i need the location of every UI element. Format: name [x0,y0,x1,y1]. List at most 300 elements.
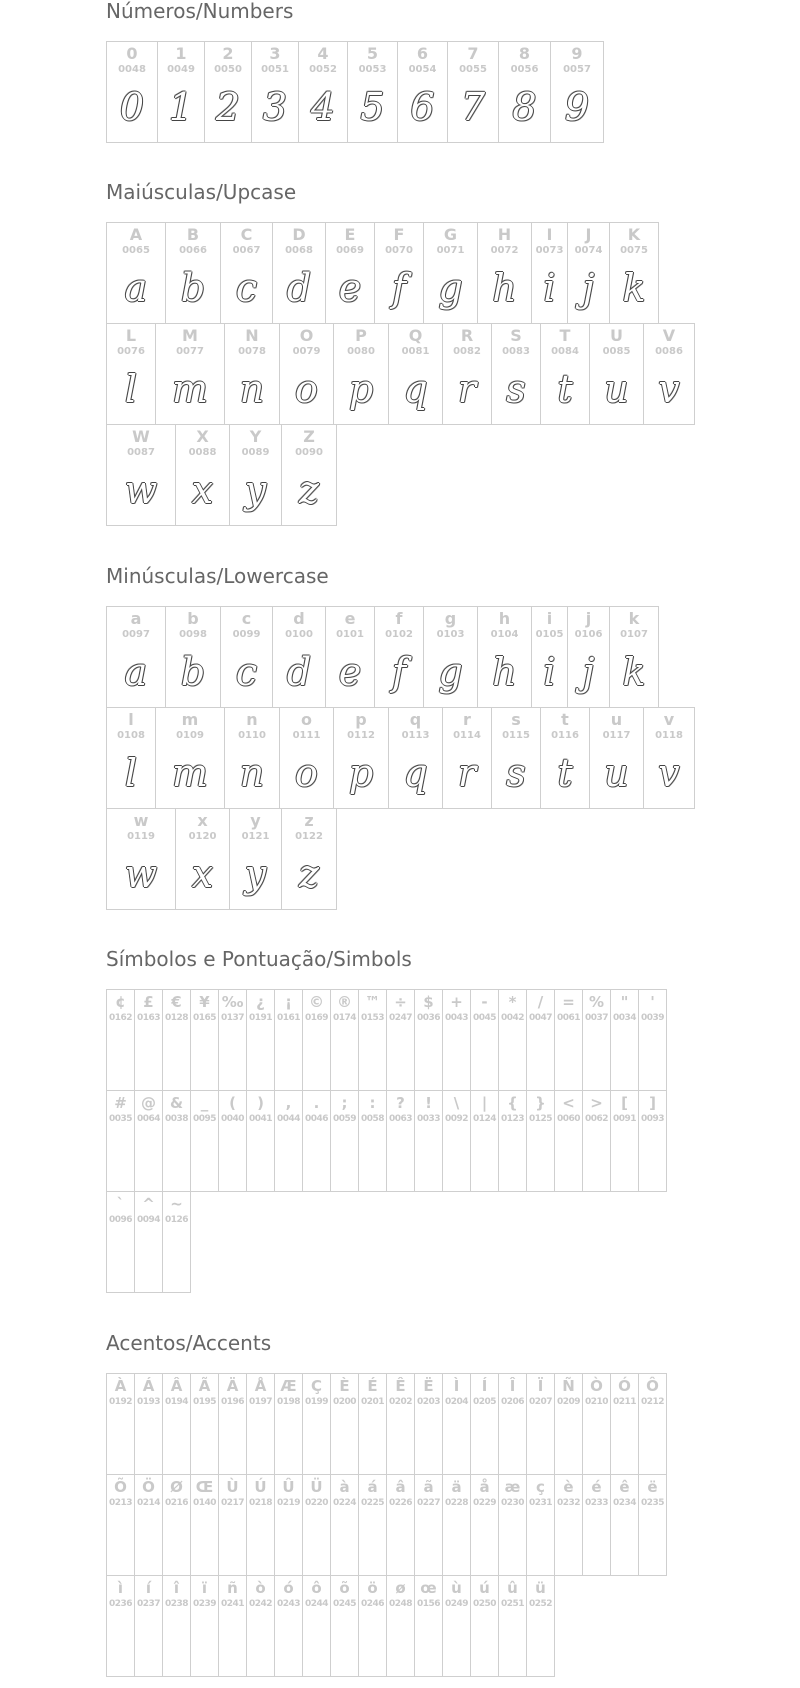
glyph-character-label: Â [170,1377,183,1395]
glyph-code-label: 0042 [500,1013,525,1023]
glyph-cell [134,1191,163,1293]
glyph-sample: b [180,266,206,310]
glyph-character-label: ¥ [199,993,210,1011]
glyph-code-label: 0237 [136,1599,161,1609]
glyph-code-label: 0089 [241,447,270,458]
glyph-sample: q [403,367,428,411]
glyph-sample: h [492,266,517,310]
glyph-cell [582,1090,611,1192]
glyph-character-label: 2 [222,44,234,63]
glyph-code-label: 0059 [332,1114,357,1124]
glyph-character-label: Ì [453,1377,460,1395]
glyph-character-label: B [186,225,200,244]
glyph-code-label: 0111 [292,730,321,741]
glyph-character-label: 9 [571,44,583,63]
glyph-character-label: 4 [317,44,329,63]
glyph-character-label: k [628,609,640,628]
glyph-code-label: 0235 [640,1498,665,1508]
glyph-character-label: Z [303,427,315,446]
glyph-code-label: 0212 [640,1397,665,1407]
glyph-character-label: m [181,710,199,729]
glyph-cell [106,1474,135,1576]
glyph-code-label: 0036 [416,1013,441,1023]
glyph-code-label: 0140 [192,1498,217,1508]
glyph-character-label: T [559,326,571,345]
glyph-code-label: 0082 [453,346,481,357]
glyph-character-label: œ [420,1579,437,1597]
glyph-cell [477,222,532,324]
glyph-character-label: 0 [126,44,138,63]
glyph-cell [162,1474,191,1576]
glyph-cell [423,606,478,708]
glyph-grid [106,1373,666,1676]
glyph-code-label: 0118 [655,730,683,741]
glyph-cell [498,1474,527,1576]
glyph-code-label: 0246 [360,1599,385,1609]
glyph-cell [526,1474,555,1576]
glyph-character-label: û [507,1579,518,1597]
glyph-code-label: 0055 [459,64,487,75]
glyph-cell [106,1373,135,1475]
glyph-code-label: 0086 [655,346,683,357]
glyph-cell [638,1373,667,1475]
glyph-code-label: 0051 [261,64,289,75]
glyph-cell [423,222,478,324]
glyph-code-label: 0137 [220,1013,245,1023]
glyph-cell [204,41,252,143]
glyph-character-label: * [508,993,517,1011]
glyph-character-label: â [395,1478,406,1496]
glyph-code-label: 0119 [127,831,155,842]
glyph-cell [589,707,644,809]
glyph-code-label: 0122 [295,831,323,842]
glyph-row [106,1575,666,1676]
glyph-character-label: g [444,609,457,628]
glyph-character-label: p [355,710,367,729]
glyph-cell [325,606,375,708]
glyph-cell [165,606,221,708]
glyph-character-label: ! [425,1094,432,1112]
glyph-code-label: 0169 [304,1013,329,1023]
glyph-code-label: 0053 [358,64,387,75]
glyph-code-label: 0047 [528,1013,553,1023]
glyph-sample: g [438,266,463,310]
glyph-code-label: 0045 [472,1013,497,1023]
glyph-character-label: = [562,993,575,1011]
glyph-code-label: 0126 [164,1215,189,1225]
glyph-cell [567,222,610,324]
glyph-character-label: x [197,811,208,830]
glyph-character-label: _ [200,1094,209,1112]
glyph-code-label: 0062 [584,1114,609,1124]
glyph-code-label: 0093 [640,1114,665,1124]
glyph-cell [157,41,205,143]
glyph-character-label: Ú [254,1478,267,1496]
glyph-cell [347,41,398,143]
glyph-character-label: + [450,993,463,1011]
glyph-sample: l [124,751,138,795]
glyph-sample: 5 [360,85,385,129]
glyph-cell [302,1373,331,1475]
glyph-code-label: 0203 [416,1397,441,1407]
glyph-character-label: Ç [310,1377,322,1395]
glyph-code-label: 0153 [360,1013,385,1023]
glyph-character-label: € [171,993,182,1011]
glyph-cell [281,808,337,910]
glyph-character-label: X [196,427,209,446]
glyph-sample: w [124,468,158,512]
section-title-numbers: Números/Numbers [106,0,294,23]
glyph-cell [106,808,176,910]
glyph-cell [442,1090,471,1192]
glyph-character-label: a [130,609,142,628]
glyph-row [106,424,694,525]
glyph-code-label: 0123 [500,1114,525,1124]
glyph-character-label: ` [116,1195,125,1213]
glyph-cell [190,989,219,1091]
glyph-sample: l [124,367,138,411]
glyph-character-label: Ö [142,1478,155,1496]
glyph-sample: n [239,367,265,411]
glyph-character-label: % [588,993,605,1011]
glyph-code-label: 0207 [528,1397,553,1407]
glyph-character-label: D [292,225,306,244]
glyph-cell [106,424,176,526]
glyph-character-label: Ø [170,1478,183,1496]
glyph-sample: z [298,468,320,512]
glyph-character-label: | [481,1094,488,1112]
glyph-code-label: 0104 [490,629,519,640]
glyph-character-label: Ê [395,1377,406,1395]
glyph-code-label: 0228 [444,1498,469,1508]
glyph-cell [498,41,551,143]
section-numbers [106,0,603,142]
glyph-code-label: 0211 [612,1397,637,1407]
glyph-character-label: : [369,1094,376,1112]
glyph-cell [302,1090,331,1192]
section-title-upcase: Maiúsculas/Upcase [106,180,297,204]
glyph-cell [531,222,568,324]
glyph-cell [414,989,443,1091]
glyph-character-label: & [169,1094,184,1112]
glyph-character-label: ÷ [394,993,407,1011]
glyph-cell [414,1373,443,1475]
glyph-code-label: 0204 [444,1397,469,1407]
glyph-cell [246,989,275,1091]
glyph-cell [281,424,337,526]
glyph-code-label: 0110 [238,730,266,741]
glyph-cell [643,323,695,425]
glyph-character-label: U [610,326,623,345]
glyph-code-label: 0035 [108,1114,133,1124]
glyph-code-label: 0224 [332,1498,357,1508]
glyph-code-label: 0216 [164,1498,189,1508]
glyph-code-label: 0075 [620,245,648,256]
glyph-sample: c [235,266,258,310]
glyph-cell [218,1575,247,1677]
glyph-character-label: ñ [227,1579,238,1597]
glyph-cell [470,1090,499,1192]
glyph-code-label: 0214 [136,1498,161,1508]
glyph-code-label: 0084 [551,346,579,357]
glyph-code-label: 0061 [556,1013,581,1023]
glyph-sample: 8 [512,85,537,129]
glyph-cell [358,1474,387,1576]
glyph-cell [162,1373,191,1475]
glyph-character-label: 1 [175,44,187,63]
glyph-code-label: 0251 [500,1599,525,1609]
glyph-cell [498,1090,527,1192]
glyph-cell [220,222,273,324]
glyph-code-label: 0056 [510,64,539,75]
glyph-sample: a [124,650,148,694]
glyph-character-label: ù [451,1579,462,1597]
glyph-code-label: 0114 [453,730,481,741]
glyph-cell [274,1373,303,1475]
glyph-cell [106,989,135,1091]
glyph-character-label: é [591,1478,602,1496]
glyph-code-label: 0209 [556,1397,581,1407]
glyph-code-label: 0065 [122,245,150,256]
glyph-character-label: v [663,710,675,729]
glyph-sample: 6 [410,85,435,129]
glyph-code-label: 0220 [304,1498,329,1508]
glyph-sample: j [582,650,595,694]
glyph-character-label: Å [254,1377,267,1395]
glyph-character-label: @ [141,1094,156,1112]
glyph-cell [246,1090,275,1192]
glyph-cell [274,1090,303,1192]
glyph-character-label: # [114,1094,127,1112]
glyph-character-label: \ [453,1094,460,1112]
glyph-character-label: j [585,609,592,628]
glyph-character-label: b [187,609,199,628]
glyph-cell [414,1575,443,1677]
glyph-character-label: q [409,710,422,729]
glyph-sample: v [658,751,680,795]
glyph-character-label: Ï [537,1377,544,1395]
glyph-code-label: 0115 [502,730,530,741]
glyph-code-label: 0060 [556,1114,581,1124]
glyph-code-label: 0244 [304,1599,329,1609]
glyph-code-label: 0248 [388,1599,413,1609]
glyph-code-label: 0102 [385,629,413,640]
glyph-code-label: 0039 [640,1013,665,1023]
glyph-code-label: 0116 [551,730,579,741]
glyph-code-label: 0103 [436,629,465,640]
glyph-cell [229,424,282,526]
glyph-code-label: 0078 [238,346,266,357]
glyph-character-label: Y [249,427,262,446]
glyph-character-label: ) [257,1094,264,1112]
glyph-code-label: 0040 [220,1114,245,1124]
glyph-character-label: í [145,1579,152,1597]
glyph-character-label: l [128,710,134,729]
glyph-cell [358,1575,387,1677]
glyph-cell [386,1474,415,1576]
glyph-cell [442,989,471,1091]
glyph-code-label: 0037 [584,1013,609,1023]
glyph-code-label: 0071 [436,245,465,256]
glyph-code-label: 0090 [295,447,323,458]
glyph-grid [106,606,694,909]
glyph-code-label: 0217 [220,1498,245,1508]
glyph-code-label: 0099 [232,629,261,640]
glyph-code-label: 0200 [332,1397,357,1407]
glyph-sample: o [295,751,318,795]
section-title-accents: Acentos/Accents [106,1331,272,1355]
glyph-character-label: Î [509,1377,516,1395]
glyph-code-label: 0161 [276,1013,301,1023]
glyph-row [106,323,694,424]
glyph-row [106,1474,666,1575]
glyph-character-label: { [507,1094,518,1112]
glyph-code-label: 0128 [164,1013,189,1023]
glyph-cell [554,1373,583,1475]
glyph-character-label: ® [337,993,352,1011]
glyph-cell [526,1373,555,1475]
glyph-grid [106,989,666,1292]
glyph-code-label: 0247 [388,1013,413,1023]
glyph-row [106,808,694,909]
glyph-code-label: 0057 [563,64,591,75]
glyph-code-label: 0052 [309,64,337,75]
glyph-character-label: £ [143,993,154,1011]
glyph-code-label: 0044 [276,1114,301,1124]
glyph-code-label: 0242 [248,1599,273,1609]
glyph-code-label: 0091 [612,1114,637,1124]
glyph-character-label: æ [504,1478,521,1496]
glyph-character-label: Ë [423,1377,434,1395]
glyph-character-label: ê [619,1478,630,1496]
glyph-character-label: L [125,326,137,345]
glyph-code-label: 0068 [285,245,313,256]
glyph-cell [582,989,611,1091]
glyph-cell [610,989,639,1091]
glyph-sample: x [191,468,214,512]
glyph-cell [386,1373,415,1475]
glyph-cell [638,1474,667,1576]
glyph-code-label: 0125 [528,1114,553,1124]
glyph-code-label: 0101 [336,629,364,640]
glyph-character-label: Ä [226,1377,239,1395]
glyph-character-label: ú [479,1579,490,1597]
glyph-code-label: 0098 [179,629,207,640]
glyph-character-label: P [355,326,367,345]
glyph-character-label: À [114,1377,127,1395]
glyph-character-label: ¢ [115,993,126,1011]
glyph-sample: 0 [119,85,145,129]
glyph-cell [272,222,326,324]
glyph-cell [220,606,273,708]
glyph-sample: 1 [168,85,194,129]
glyph-character-label: h [498,609,511,628]
glyph-cell [279,323,334,425]
glyph-code-label: 0079 [292,346,321,357]
glyph-sample: z [298,852,320,896]
glyph-sample: 7 [460,85,486,129]
glyph-sample: b [180,650,206,694]
glyph-cell [414,1090,443,1192]
glyph-character-label: ™ [365,993,380,1011]
glyph-sample: 3 [262,85,288,129]
glyph-cell [610,1373,639,1475]
glyph-cell [162,1090,191,1192]
glyph-cell [302,1474,331,1576]
glyph-cell [470,1373,499,1475]
glyph-code-label: 0097 [122,629,150,640]
glyph-row [106,41,603,142]
glyph-cell [165,222,221,324]
section-symbols [106,948,666,1292]
glyph-cell [498,989,527,1091]
glyph-cell [274,1474,303,1576]
glyph-cell [609,606,659,708]
glyph-character-label: " [620,993,629,1011]
glyph-code-label: 0239 [192,1599,217,1609]
glyph-sample: f [391,650,407,694]
glyph-cell [526,1575,555,1677]
glyph-cell [526,989,555,1091]
glyph-character-label: 6 [416,44,429,63]
glyph-code-label: 0233 [584,1498,609,1508]
glyph-cell [447,41,499,143]
glyph-sample: o [295,367,318,411]
glyph-character-label: 5 [366,44,379,63]
glyph-character-label: ] [649,1094,656,1112]
section-lowercase [106,565,694,909]
glyph-sample: h [492,650,517,694]
glyph-character-label: ' [650,993,655,1011]
glyph-character-label: z [304,811,314,830]
glyph-character-label: Ó [618,1377,631,1395]
glyph-cell [330,1575,359,1677]
glyph-code-label: 0210 [584,1397,609,1407]
glyph-code-label: 0234 [612,1498,637,1508]
glyph-character-label: Æ [280,1377,297,1395]
glyph-row [106,1191,666,1292]
glyph-cell [155,707,225,809]
glyph-code-label: 0046 [304,1114,329,1124]
glyph-code-label: 0067 [232,245,261,256]
section-accents [106,1332,666,1676]
glyph-character-label: u [610,710,623,729]
glyph-character-label: Û [282,1478,295,1496]
glyph-character-label: î [173,1579,180,1597]
section-title-symbols: Símbolos e Pontuação/Simbols [106,947,412,971]
glyph-character-label: Ù [226,1478,239,1496]
glyph-character-label: A [129,225,143,244]
glyph-character-label: I [546,225,553,244]
glyph-sample: e [338,650,362,694]
glyph-character-label: d [293,609,305,628]
glyph-character-label: / [537,993,544,1011]
glyph-sample: e [338,266,362,310]
glyph-cell [610,1090,639,1192]
glyph-cell [246,1373,275,1475]
glyph-cell [298,41,348,143]
glyph-row [106,606,694,707]
glyph-cell [582,1474,611,1576]
glyph-sample: p [348,367,374,411]
glyph-character-label: M [182,326,198,345]
glyph-character-label: ì [117,1579,124,1597]
glyph-cell [106,323,156,425]
glyph-character-label: ¡ [285,993,292,1011]
glyph-row [106,707,694,808]
glyph-cell [224,707,280,809]
glyph-sample: x [191,852,214,896]
